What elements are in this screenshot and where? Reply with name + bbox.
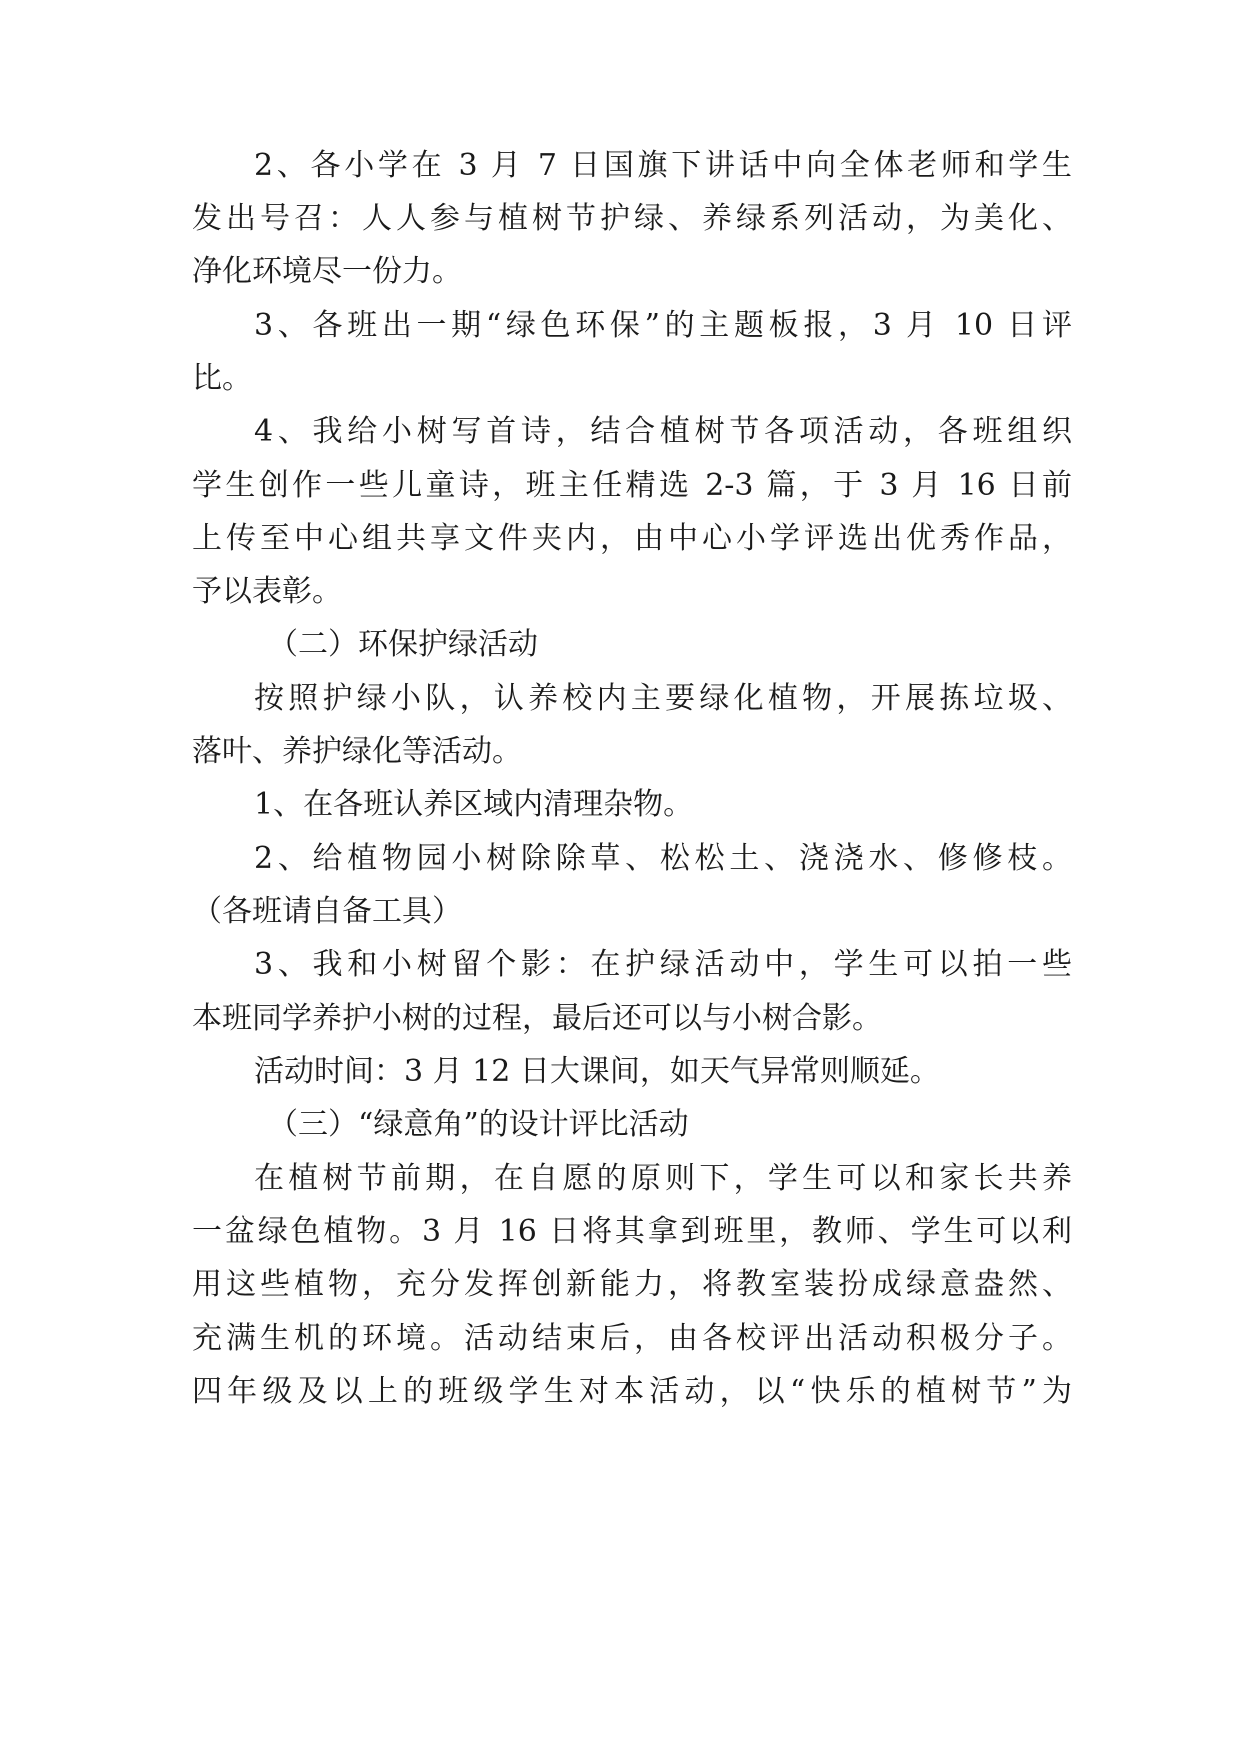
text-line-9: 予以表彰。 bbox=[192, 574, 342, 609]
text-line-12: 落叶、养护绿化等活动。 bbox=[192, 734, 522, 769]
section-heading-2: （二）环保护绿活动 bbox=[268, 627, 538, 662]
text-line-2: 发出号召：人人参与植树节护绿、养绿系列活动，为美化、 bbox=[192, 201, 1072, 236]
text-line-16: 3、我和小树留个影：在护绿活动中，学生可以拍一些 bbox=[254, 947, 1072, 982]
text-line-7: 学生创作一些儿童诗，班主任精选 2-3 篇，于 3 月 16 日前 bbox=[192, 468, 1072, 503]
text-line-23: 充满生机的环境。活动结束后，由各校评出活动积极分子。 bbox=[192, 1321, 1072, 1356]
section-heading-3: （三）“绿意角”的设计评比活动 bbox=[268, 1107, 689, 1142]
text-line-15: （各班请自备工具） bbox=[192, 894, 462, 929]
text-line-18: 活动时间：3 月 12 日大课间，如天气异常则顺延。 bbox=[254, 1054, 940, 1089]
text-line-1: 2、各小学在 3 月 7 日国旗下讲话中向全体老师和学生 bbox=[254, 148, 1072, 183]
text-line-14: 2、给植物园小树除除草、松松土、浇浇水、修修枝。 bbox=[254, 841, 1072, 876]
text-line-8: 上传至中心组共享文件夹内，由中心小学评选出优秀作品， bbox=[192, 521, 1072, 556]
text-line-21: 一盆绿色植物。3 月 16 日将其拿到班里，教师、学生可以利 bbox=[192, 1214, 1072, 1249]
text-line-6: 4、我给小树写首诗，结合植树节各项活动，各班组织 bbox=[254, 414, 1072, 449]
text-line-5: 比。 bbox=[192, 361, 252, 396]
text-line-24: 四年级及以上的班级学生对本活动，以“快乐的植树节”为 bbox=[192, 1374, 1072, 1409]
text-line-3: 净化环境尽一份力。 bbox=[192, 254, 462, 289]
text-line-13: 1、在各班认养区域内清理杂物。 bbox=[254, 787, 694, 822]
text-line-17: 本班同学养护小树的过程，最后还可以与小树合影。 bbox=[192, 1001, 882, 1036]
text-line-11: 按照护绿小队，认养校内主要绿化植物，开展拣垃圾、 bbox=[254, 681, 1072, 716]
text-line-4: 3、各班出一期“绿色环保”的主题板报，3 月 10 日评 bbox=[254, 308, 1072, 343]
text-line-20: 在植树节前期，在自愿的原则下，学生可以和家长共养 bbox=[254, 1161, 1072, 1196]
text-line-22: 用这些植物，充分发挥创新能力，将教室装扮成绿意盎然、 bbox=[192, 1267, 1072, 1302]
